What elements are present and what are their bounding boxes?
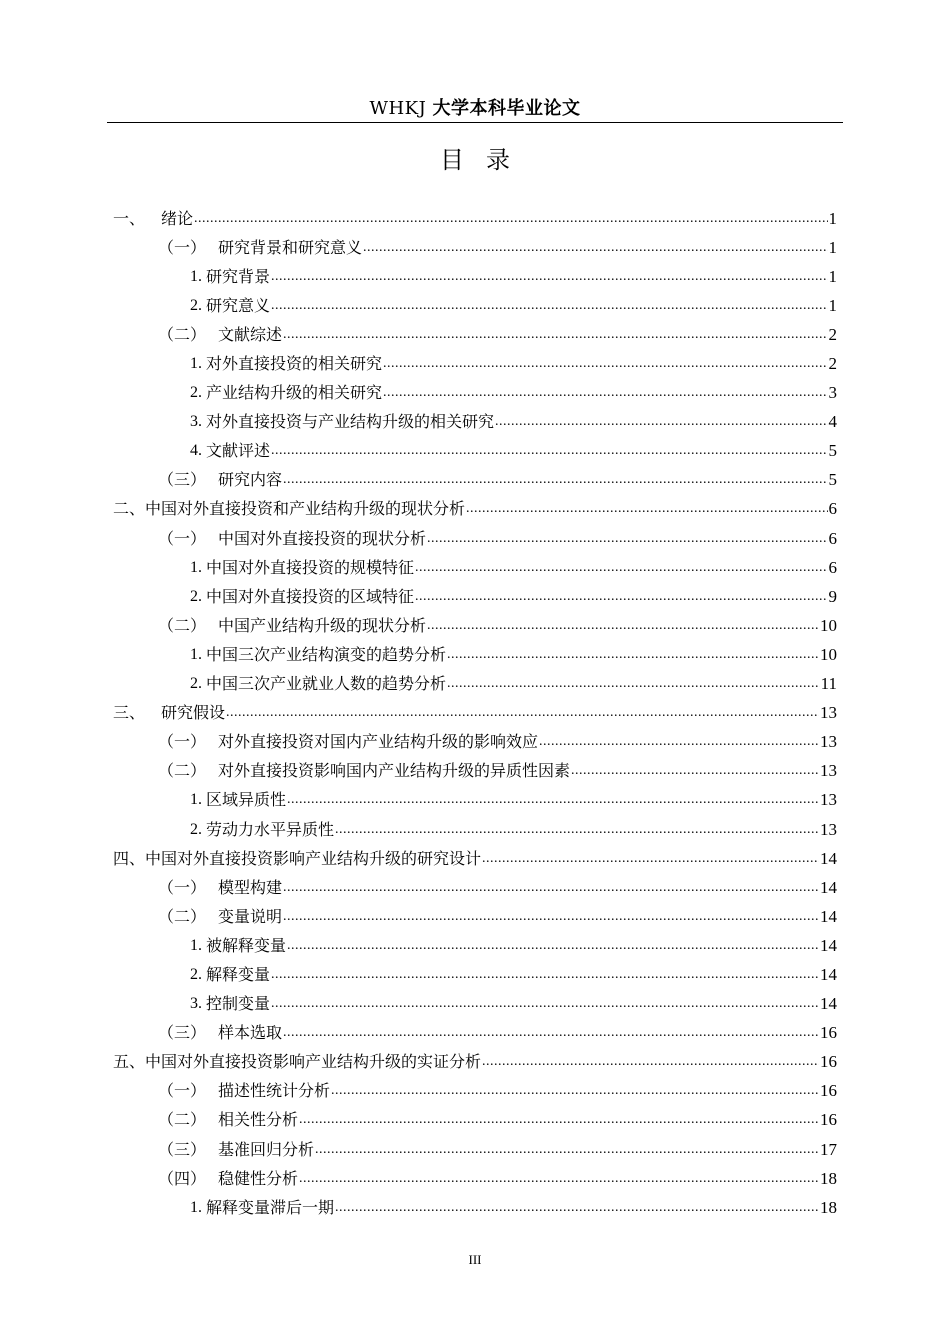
toc-entry-number: 3.: [190, 995, 202, 1013]
toc-entry[interactable]: [113, 844, 837, 873]
toc-entry-number: 1.: [190, 645, 202, 663]
toc-leader-dots: [415, 587, 827, 607]
toc-leader-dots: [447, 645, 819, 665]
page-title: 目录: [440, 146, 532, 174]
toc-entry-page: 10: [820, 615, 837, 635]
toc-leader-dots: [571, 761, 819, 781]
toc-entry-page: 16: [820, 1110, 837, 1130]
toc-entry[interactable]: [113, 1164, 837, 1193]
toc-entry-title: 中国产业结构升级的现状分析: [218, 615, 427, 635]
toc-entry[interactable]: [113, 1106, 837, 1135]
toc-entry-number: （四）: [158, 1168, 207, 1188]
toc-entry-title: 基准回归分析: [218, 1139, 315, 1159]
toc-entry-title: 解释变量滞后一期: [206, 1197, 335, 1217]
toc-entry-number: （一）: [158, 732, 207, 752]
toc-entry[interactable]: [113, 495, 837, 524]
toc-entry-number: （一）: [158, 528, 207, 548]
toc-entry-page: 5: [828, 441, 837, 461]
toc-entry-page: 14: [820, 877, 837, 897]
toc-entry[interactable]: [113, 379, 837, 408]
toc-entry-title: 文献综述: [218, 324, 283, 344]
toc-entry-page: 1: [828, 266, 837, 286]
toc-entry-page: 5: [828, 470, 837, 490]
toc-entry-number: 2.: [190, 820, 202, 838]
toc-entry-title: 对外直接投资影响国内产业结构升级的异质性因素: [218, 761, 571, 781]
toc-entry[interactable]: [113, 757, 837, 786]
toc-entry[interactable]: [113, 437, 837, 466]
toc-entry-title: 中国对外直接投资影响产业结构升级的实证分析: [145, 1052, 482, 1072]
toc-entry[interactable]: [113, 611, 837, 640]
toc-entry[interactable]: [113, 291, 837, 320]
toc-entry-number: （一）: [158, 1081, 207, 1101]
toc-entry-number: （三）: [158, 1023, 207, 1043]
toc-entry[interactable]: [113, 1019, 837, 1048]
toc-entry-title: 中国三次产业就业人数的趋势分析: [206, 674, 447, 694]
toc-entry-title: 稳健性分析: [218, 1168, 299, 1188]
toc-entry[interactable]: [113, 1048, 837, 1077]
toc-entry-page: 13: [820, 732, 837, 752]
toc-leader-dots: [287, 936, 819, 956]
toc-entry-number: 2.: [190, 587, 202, 605]
toc-entry-page: 14: [820, 848, 837, 868]
toc-leader-dots: [363, 238, 827, 258]
toc-entry-title: 中国对外直接投资的现状分析: [218, 528, 427, 548]
toc-entry-page: 3: [828, 383, 837, 403]
toc-entry-page: 13: [820, 703, 837, 723]
toc-entry-number: （二）: [158, 324, 207, 344]
toc-entry-page: 14: [820, 906, 837, 926]
toc-leader-dots: [427, 529, 827, 549]
toc-entry-page: 1: [828, 237, 837, 257]
toc-entry[interactable]: [113, 1193, 837, 1222]
toc-entry[interactable]: [113, 670, 837, 699]
toc-entry[interactable]: [113, 262, 837, 291]
toc-entry-page: 13: [820, 761, 837, 781]
toc-leader-dots: [482, 1052, 819, 1072]
page-number: III: [468, 1252, 482, 1267]
toc-entry-page: 9: [828, 586, 837, 606]
header-rule: [107, 122, 843, 123]
toc-leader-dots: [271, 267, 827, 287]
toc-entry-title: 绪论: [161, 208, 194, 228]
toc-leader-dots: [283, 325, 827, 345]
toc-entry-number: （二）: [158, 761, 207, 781]
toc-entry[interactable]: [113, 786, 837, 815]
toc-entry-page: 16: [820, 1023, 837, 1043]
toc-entry[interactable]: [113, 524, 837, 553]
toc-entry-number: （三）: [158, 1139, 207, 1159]
toc-entry-title: 研究假设: [161, 703, 226, 723]
header-title: 大学本科毕业论文: [432, 98, 581, 119]
toc-entry-number: （一）: [158, 877, 207, 897]
toc-entry-page: 2: [828, 324, 837, 344]
toc-entry-page: 10: [820, 644, 837, 664]
toc-entry[interactable]: [113, 349, 837, 378]
toc-entry-page: 13: [820, 819, 837, 839]
toc-entry-title: 研究背景: [206, 266, 271, 286]
toc-entry-title: 研究背景和研究意义: [218, 237, 363, 257]
toc-leader-dots: [415, 558, 827, 578]
toc-entry-title: 解释变量: [206, 964, 271, 984]
toc-entry[interactable]: [113, 1077, 837, 1106]
toc-entry-number: （三）: [158, 470, 207, 490]
toc-entry-number: 四、: [113, 848, 146, 868]
toc-leader-dots: [335, 1198, 819, 1218]
toc-leader-dots: [539, 732, 819, 752]
toc-entry-number: 二、: [113, 499, 146, 519]
toc-entry[interactable]: [113, 699, 837, 728]
toc-entry-number: 1.: [190, 558, 202, 576]
toc-leader-dots: [287, 790, 819, 810]
toc-entry-title: 对外直接投资对国内产业结构升级的影响效应: [218, 732, 539, 752]
toc-entry-title: 区域异质性: [206, 790, 287, 810]
toc-entry-number: （二）: [158, 906, 207, 926]
toc-entry-title: 控制变量: [206, 994, 271, 1014]
toc-entry-number: 五、: [113, 1052, 146, 1072]
toc-entry[interactable]: [113, 233, 837, 262]
toc-entry-number: 2.: [190, 675, 202, 693]
running-header: [107, 96, 843, 122]
toc-entry[interactable]: [113, 1135, 837, 1164]
toc-entry-page: 18: [820, 1197, 837, 1217]
toc-entry[interactable]: [113, 466, 837, 495]
toc-entry-number: 2.: [190, 965, 202, 983]
toc-entry-number: 1.: [190, 936, 202, 954]
toc-entry-number: （一）: [158, 237, 207, 257]
toc-entry-page: 16: [820, 1052, 837, 1072]
toc-entry-title: 中国对外直接投资影响产业结构升级的研究设计: [145, 848, 482, 868]
toc-entry-title: 中国对外直接投资和产业结构升级的现状分析: [145, 499, 466, 519]
toc-entry-number: 1.: [190, 1198, 202, 1216]
toc-leader-dots: [283, 878, 819, 898]
toc-entry-number: 2.: [190, 384, 202, 402]
toc-entry-page: 14: [820, 964, 837, 984]
toc-entry-page: 14: [820, 935, 837, 955]
toc-entry-page: 6: [828, 557, 837, 577]
toc-entry-page: 1: [828, 208, 837, 228]
toc-leader-dots: [335, 820, 819, 840]
toc-entry-title: 相关性分析: [218, 1110, 299, 1130]
toc-entry-page: 2: [828, 354, 837, 374]
toc-leader-dots: [299, 1169, 819, 1189]
toc-entry[interactable]: [113, 902, 837, 931]
toc-entry[interactable]: [113, 728, 837, 757]
toc-leader-dots: [283, 907, 819, 927]
toc-entry-title: 模型构建: [218, 877, 283, 897]
toc-entry[interactable]: [113, 582, 837, 611]
toc-entry-number: 1.: [190, 355, 202, 373]
toc-entry-title: 样本选取: [218, 1023, 283, 1043]
toc-entry[interactable]: [113, 320, 837, 349]
toc-entry-page: 6: [828, 499, 837, 519]
toc-entry-page: 1: [828, 295, 837, 315]
table-of-contents: [113, 204, 837, 1222]
toc-leader-dots: [383, 383, 827, 403]
toc-entry[interactable]: [113, 408, 837, 437]
toc-entry-number: 2.: [190, 296, 202, 314]
toc-leader-dots: [271, 994, 819, 1014]
toc-entry-number: （二）: [158, 615, 207, 635]
toc-entry[interactable]: [113, 931, 837, 960]
toc-leader-dots: [271, 441, 827, 461]
toc-leader-dots: [283, 470, 827, 490]
toc-entry-title: 描述性统计分析: [218, 1081, 331, 1101]
toc-entry-number: 一、: [113, 208, 146, 228]
toc-leader-dots: [283, 1023, 819, 1043]
toc-entry-number: 3.: [190, 413, 202, 431]
toc-entry-title: 被解释变量: [206, 935, 287, 955]
toc-entry-title: 中国对外直接投资的规模特征: [206, 557, 415, 577]
toc-leader-dots: [495, 412, 827, 432]
toc-entry[interactable]: [113, 960, 837, 989]
toc-entry-title: 对外直接投资与产业结构升级的相关研究: [206, 412, 495, 432]
header-latin: WHKJ: [369, 98, 427, 119]
toc-entry[interactable]: [113, 873, 837, 902]
toc-entry-page: 13: [820, 790, 837, 810]
toc-leader-dots: [466, 499, 827, 519]
toc-entry-title: 变量说明: [218, 906, 283, 926]
toc-leader-dots: [299, 1110, 819, 1130]
toc-leader-dots: [383, 354, 827, 374]
toc-leader-dots: [315, 1140, 819, 1160]
toc-leader-dots: [331, 1081, 819, 1101]
toc-entry-title: 文献评述: [206, 441, 271, 461]
toc-entry-page: 11: [820, 674, 837, 694]
toc-entry-page: 16: [820, 1081, 837, 1101]
toc-entry-number: 三、: [113, 703, 146, 723]
toc-leader-dots: [482, 849, 819, 869]
toc-leader-dots: [194, 209, 827, 229]
toc-entry[interactable]: [113, 553, 837, 582]
toc-entry-number: （二）: [158, 1110, 207, 1130]
toc-entry-title: 对外直接投资的相关研究: [206, 354, 383, 374]
toc-leader-dots: [271, 296, 827, 316]
toc-entry-number: 4.: [190, 442, 202, 460]
toc-entry-title: 中国三次产业结构演变的趋势分析: [206, 644, 447, 664]
toc-leader-dots: [271, 965, 819, 985]
toc-entry-title: 研究意义: [206, 295, 271, 315]
toc-entry[interactable]: [113, 640, 837, 669]
toc-entry-page: 6: [828, 528, 837, 548]
toc-entry[interactable]: [113, 815, 837, 844]
toc-entry-number: 1.: [190, 267, 202, 285]
toc-entry[interactable]: [113, 204, 837, 233]
toc-entry-page: 18: [820, 1168, 837, 1188]
toc-entry-title: 中国对外直接投资的区域特征: [206, 586, 415, 606]
toc-entry-title: 产业结构升级的相关研究: [206, 383, 383, 403]
toc-entry-number: 1.: [190, 791, 202, 809]
toc-entry-page: 14: [820, 994, 837, 1014]
toc-leader-dots: [427, 616, 819, 636]
toc-entry-title: 研究内容: [218, 470, 283, 490]
toc-entry-title: 劳动力水平异质性: [206, 819, 335, 839]
toc-entry-page: 4: [828, 412, 837, 432]
toc-leader-dots: [447, 674, 820, 694]
toc-entry[interactable]: [113, 990, 837, 1019]
toc-entry-page: 17: [820, 1139, 837, 1159]
toc-leader-dots: [226, 703, 819, 723]
